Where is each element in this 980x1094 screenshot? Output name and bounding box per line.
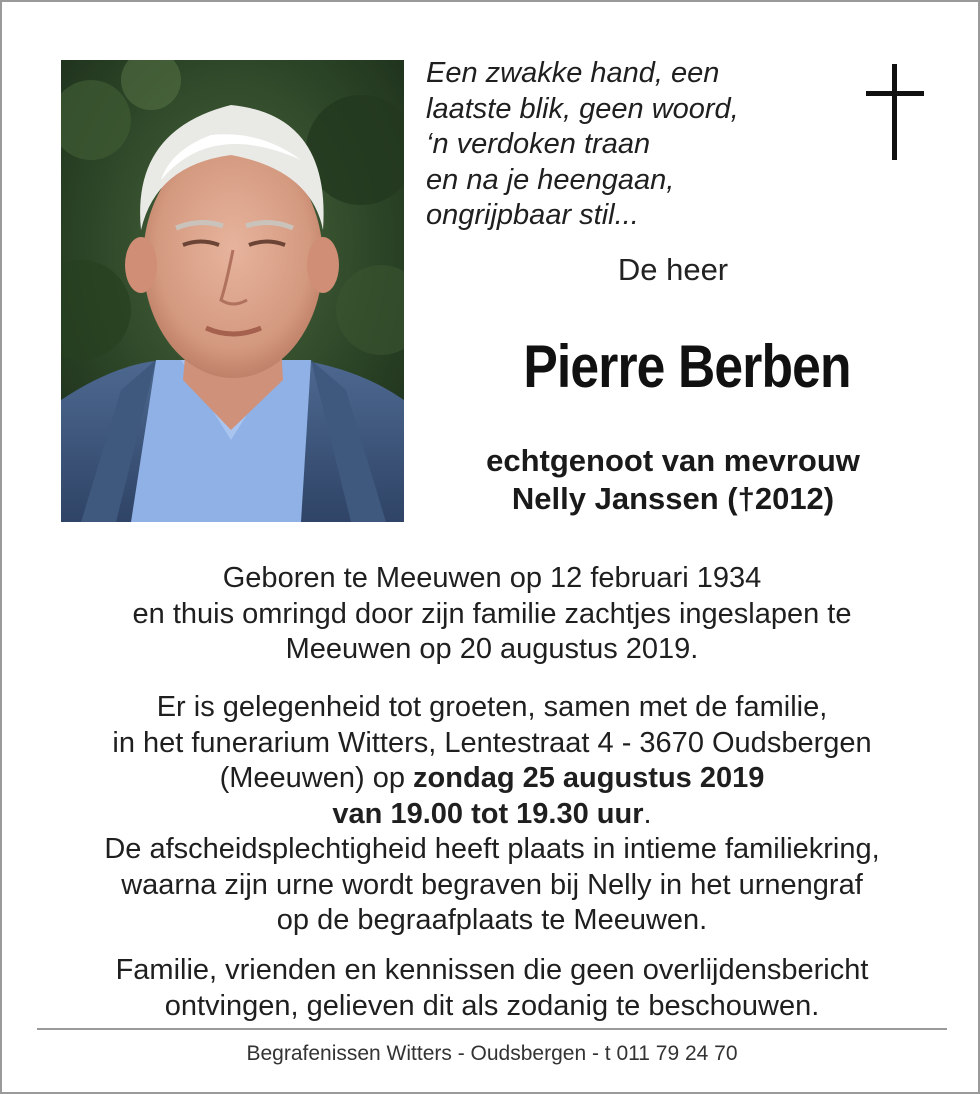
visitation-line: op de begraafplaats te Meeuwen. xyxy=(276,904,708,936)
spouse-name: Nelly Janssen (†2012) xyxy=(511,481,835,516)
footer-contact: Begrafenissen Witters - Oudsbergen - t 011 79 24 70 xyxy=(246,1042,738,1065)
visitation-paragraph xyxy=(42,690,942,939)
visitation-date: zondag 25 augustus 2019 xyxy=(413,762,765,794)
poem xyxy=(426,56,786,234)
poem-line: laatste blik, geen woord, xyxy=(426,92,739,125)
spouse-info xyxy=(432,442,914,518)
portrait-photo xyxy=(61,60,404,522)
birth-paragraph xyxy=(42,561,942,668)
salutation: De heer xyxy=(617,252,729,287)
divider xyxy=(37,1028,947,1030)
spouse-line: echtgenoot van mevrouw xyxy=(486,443,860,478)
poem-line: ‘n verdoken traan xyxy=(426,128,651,160)
birth-line: Geboren te Meeuwen op 12 februari 1934 xyxy=(222,562,762,594)
poem-line: ongrijpbaar stil... xyxy=(426,199,639,231)
visitation-line xyxy=(42,761,942,797)
cross-icon xyxy=(866,64,924,162)
notice-line: Familie, vrienden en kennissen die geen overlijdensbericht xyxy=(115,954,869,986)
visitation-line: in het funerarium Witters, Lentestraat 4 - 3670 Oudsbergen xyxy=(112,726,872,759)
visitation-line xyxy=(42,797,942,833)
birth-line: Meeuwen op 20 augustus 2019. xyxy=(285,633,699,665)
visitation-text: (Meeuwen) op xyxy=(219,762,414,794)
visitation-line: Er is gelegenheid tot groeten, samen met de familie, xyxy=(156,691,828,723)
visitation-text: . xyxy=(643,797,652,830)
deceased-name: Pierre Berben xyxy=(523,333,851,400)
birth-line: en thuis omringd door zijn familie zachtjes ingeslapen te xyxy=(132,597,852,630)
visitation-time: van 19.00 tot 19.30 uur xyxy=(332,797,644,830)
poem-line: Een zwakke hand, een xyxy=(426,57,720,89)
notice-line: ontvingen, gelieven dit als zodanig te beschouwen. xyxy=(164,989,820,1022)
visitation-line: waarna zijn urne wordt begraven bij Nelly in het urnengraf xyxy=(121,868,863,901)
poem-line: en na je heengaan, xyxy=(426,163,675,196)
notice-paragraph xyxy=(42,953,942,1024)
visitation-line: De afscheidsplechtigheid heeft plaats in intieme familiekring, xyxy=(104,833,880,865)
